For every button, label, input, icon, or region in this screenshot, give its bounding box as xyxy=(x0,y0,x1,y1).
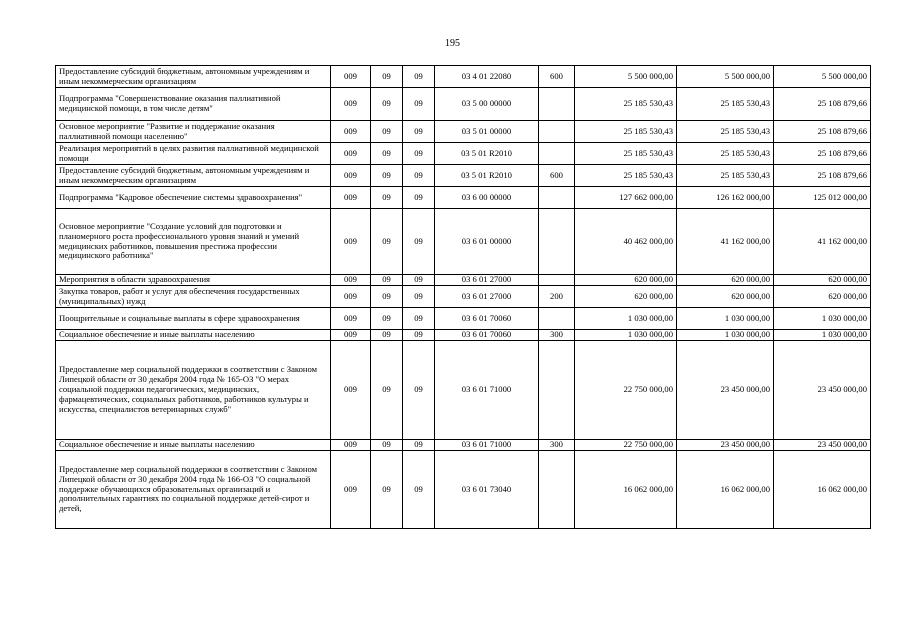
amount-year1-cell: 40 462 000,00 xyxy=(575,209,677,275)
row-name-cell: Социальное обеспечение и иные выплаты населению xyxy=(56,440,331,451)
target-article-cell: 03 6 01 27000 xyxy=(435,286,539,308)
table-row xyxy=(56,308,871,330)
expense-type-cell xyxy=(539,88,575,121)
row-name-cell: Основное мероприятие "Создание условий для подготовки и планомерного роста профессионального уровня знаний и умений медицинских работников, повышения престижа профессии медицинского работника" xyxy=(56,209,331,275)
ved-code-cell: 009 xyxy=(331,286,371,308)
target-article-cell: 03 6 00 00000 xyxy=(435,187,539,209)
row-name-cell: Основное мероприятие "Развитие и поддержание оказания паллиативной помощи населению" xyxy=(56,121,331,143)
table-row xyxy=(56,88,871,121)
amount-year1-cell: 1 030 000,00 xyxy=(575,308,677,330)
amount-year1-cell: 25 185 530,43 xyxy=(575,88,677,121)
subsection-code-cell: 09 xyxy=(403,187,435,209)
amount-year2-cell: 25 185 530,43 xyxy=(677,121,774,143)
subsection-code-cell: 09 xyxy=(403,209,435,275)
ved-code-cell: 009 xyxy=(331,187,371,209)
subsection-code-cell: 09 xyxy=(403,330,435,341)
expense-type-cell: 300 xyxy=(539,330,575,341)
ved-code-cell: 009 xyxy=(331,275,371,286)
target-article-cell: 03 6 01 70060 xyxy=(435,308,539,330)
table-row xyxy=(56,187,871,209)
amount-year2-cell: 16 062 000,00 xyxy=(677,451,774,529)
amount-year2-cell: 620 000,00 xyxy=(677,286,774,308)
row-name-cell: Предоставление субсидий бюджетным, автономным учреждениям и иным некоммерческим организациям xyxy=(56,66,331,88)
table-row xyxy=(56,66,871,88)
amount-year3-cell: 5 500 000,00 xyxy=(774,66,871,88)
expense-type-cell xyxy=(539,187,575,209)
table-row xyxy=(56,275,871,286)
ved-code-cell: 009 xyxy=(331,308,371,330)
section-code-cell: 09 xyxy=(371,143,403,165)
page-number: 195 xyxy=(445,38,460,49)
section-code-cell: 09 xyxy=(371,187,403,209)
amount-year3-cell: 25 108 879,66 xyxy=(774,143,871,165)
amount-year3-cell: 16 062 000,00 xyxy=(774,451,871,529)
subsection-code-cell: 09 xyxy=(403,275,435,286)
amount-year3-cell: 1 030 000,00 xyxy=(774,308,871,330)
section-code-cell: 09 xyxy=(371,308,403,330)
amount-year2-cell: 25 185 530,43 xyxy=(677,88,774,121)
table-row xyxy=(56,451,871,529)
subsection-code-cell: 09 xyxy=(403,143,435,165)
amount-year2-cell: 1 030 000,00 xyxy=(677,330,774,341)
amount-year1-cell: 620 000,00 xyxy=(575,275,677,286)
amount-year3-cell: 620 000,00 xyxy=(774,286,871,308)
section-code-cell: 09 xyxy=(371,121,403,143)
target-article-cell: 03 5 01 R2010 xyxy=(435,165,539,187)
amount-year3-cell: 620 000,00 xyxy=(774,275,871,286)
subsection-code-cell: 09 xyxy=(403,66,435,88)
table-row xyxy=(56,341,871,440)
amount-year3-cell: 125 012 000,00 xyxy=(774,187,871,209)
amount-year1-cell: 22 750 000,00 xyxy=(575,440,677,451)
amount-year2-cell: 126 162 000,00 xyxy=(677,187,774,209)
section-code-cell: 09 xyxy=(371,209,403,275)
target-article-cell: 03 6 01 71000 xyxy=(435,440,539,451)
expense-type-cell xyxy=(539,209,575,275)
row-name-cell: Поощрительные и социальные выплаты в сфере здравоохранения xyxy=(56,308,331,330)
target-article-cell: 03 6 01 27000 xyxy=(435,275,539,286)
amount-year1-cell: 16 062 000,00 xyxy=(575,451,677,529)
budget-table xyxy=(55,65,871,529)
section-code-cell: 09 xyxy=(371,451,403,529)
subsection-code-cell: 09 xyxy=(403,88,435,121)
subsection-code-cell: 09 xyxy=(403,440,435,451)
amount-year3-cell: 41 162 000,00 xyxy=(774,209,871,275)
table-row xyxy=(56,330,871,341)
section-code-cell: 09 xyxy=(371,440,403,451)
target-article-cell: 03 6 01 71000 xyxy=(435,341,539,440)
amount-year3-cell: 23 450 000,00 xyxy=(774,440,871,451)
expense-type-cell: 200 xyxy=(539,286,575,308)
row-name-cell: Закупка товаров, работ и услуг для обеспечения государственных (муниципальных) нужд xyxy=(56,286,331,308)
subsection-code-cell: 09 xyxy=(403,451,435,529)
ved-code-cell: 009 xyxy=(331,209,371,275)
row-name-cell: Социальное обеспечение и иные выплаты населению xyxy=(56,330,331,341)
target-article-cell: 03 5 00 00000 xyxy=(435,88,539,121)
row-name-cell: Предоставление субсидий бюджетным, автономным учреждениям и иным некоммерческим организациям xyxy=(56,165,331,187)
ved-code-cell: 009 xyxy=(331,66,371,88)
ved-code-cell: 009 xyxy=(331,451,371,529)
amount-year2-cell: 620 000,00 xyxy=(677,275,774,286)
table-row xyxy=(56,121,871,143)
subsection-code-cell: 09 xyxy=(403,165,435,187)
table-row xyxy=(56,286,871,308)
amount-year3-cell: 25 108 879,66 xyxy=(774,88,871,121)
amount-year3-cell: 1 030 000,00 xyxy=(774,330,871,341)
subsection-code-cell: 09 xyxy=(403,121,435,143)
amount-year1-cell: 22 750 000,00 xyxy=(575,341,677,440)
subsection-code-cell: 09 xyxy=(403,308,435,330)
table-row xyxy=(56,209,871,275)
section-code-cell: 09 xyxy=(371,66,403,88)
amount-year2-cell: 23 450 000,00 xyxy=(677,341,774,440)
target-article-cell: 03 5 01 00000 xyxy=(435,121,539,143)
section-code-cell: 09 xyxy=(371,341,403,440)
ved-code-cell: 009 xyxy=(331,341,371,440)
amount-year3-cell: 25 108 879,66 xyxy=(774,121,871,143)
row-name-cell: Мероприятия в области здравоохранения xyxy=(56,275,331,286)
expense-type-cell xyxy=(539,451,575,529)
ved-code-cell: 009 xyxy=(331,165,371,187)
target-article-cell: 03 4 01 22080 xyxy=(435,66,539,88)
ved-code-cell: 009 xyxy=(331,121,371,143)
table-row xyxy=(56,143,871,165)
amount-year1-cell: 25 185 530,43 xyxy=(575,143,677,165)
amount-year1-cell: 620 000,00 xyxy=(575,286,677,308)
table-row xyxy=(56,165,871,187)
row-name-cell: Подпрограмма "Кадровое обеспечение системы здравоохранения" xyxy=(56,187,331,209)
target-article-cell: 03 6 01 73040 xyxy=(435,451,539,529)
subsection-code-cell: 09 xyxy=(403,286,435,308)
section-code-cell: 09 xyxy=(371,275,403,286)
amount-year1-cell: 25 185 530,43 xyxy=(575,165,677,187)
table-row xyxy=(56,440,871,451)
expense-type-cell: 600 xyxy=(539,66,575,88)
target-article-cell: 03 6 01 00000 xyxy=(435,209,539,275)
amount-year2-cell: 25 185 530,43 xyxy=(677,143,774,165)
expense-type-cell: 300 xyxy=(539,440,575,451)
ved-code-cell: 009 xyxy=(331,440,371,451)
target-article-cell: 03 6 01 70060 xyxy=(435,330,539,341)
expense-type-cell xyxy=(539,275,575,286)
section-code-cell: 09 xyxy=(371,88,403,121)
amount-year1-cell: 5 500 000,00 xyxy=(575,66,677,88)
row-name-cell: Предоставление мер социальной поддержки в соответствии с Законом Липецкой области от 30 декабря 2004 года № 166-ОЗ "О социальной поддержке обучающихся образовательных организаций и дополнительных гарантиях по социальной поддержке детей-сирот и детей, xyxy=(56,451,331,529)
amount-year2-cell: 23 450 000,00 xyxy=(677,440,774,451)
expense-type-cell xyxy=(539,341,575,440)
row-name-cell: Подпрограмма "Совершенствование оказания паллиативной медицинской помощи, в том числе детям" xyxy=(56,88,331,121)
row-name-cell: Реализация мероприятий в целях развития паллиативной медицинской помощи xyxy=(56,143,331,165)
section-code-cell: 09 xyxy=(371,286,403,308)
expense-type-cell xyxy=(539,121,575,143)
target-article-cell: 03 5 01 R2010 xyxy=(435,143,539,165)
amount-year2-cell: 1 030 000,00 xyxy=(677,308,774,330)
amount-year3-cell: 25 108 879,66 xyxy=(774,165,871,187)
amount-year1-cell: 25 185 530,43 xyxy=(575,121,677,143)
amount-year2-cell: 5 500 000,00 xyxy=(677,66,774,88)
amount-year2-cell: 41 162 000,00 xyxy=(677,209,774,275)
amount-year1-cell: 127 662 000,00 xyxy=(575,187,677,209)
amount-year3-cell: 23 450 000,00 xyxy=(774,341,871,440)
expense-type-cell: 600 xyxy=(539,165,575,187)
subsection-code-cell: 09 xyxy=(403,341,435,440)
expense-type-cell xyxy=(539,308,575,330)
ved-code-cell: 009 xyxy=(331,143,371,165)
table-body xyxy=(56,66,871,529)
row-name-cell: Предоставление мер социальной поддержки в соответствии с Законом Липецкой области от 30 декабря 2004 года № 165-ОЗ "О мерах социальной поддержки педагогических, медицинских, фармацевтических, социальных работников, работников культуры и искусства, специалистов ветеринарных служб" xyxy=(56,341,331,440)
amount-year2-cell: 25 185 530,43 xyxy=(677,165,774,187)
expense-type-cell xyxy=(539,143,575,165)
ved-code-cell: 009 xyxy=(331,88,371,121)
section-code-cell: 09 xyxy=(371,165,403,187)
amount-year1-cell: 1 030 000,00 xyxy=(575,330,677,341)
section-code-cell: 09 xyxy=(371,330,403,341)
ved-code-cell: 009 xyxy=(331,330,371,341)
